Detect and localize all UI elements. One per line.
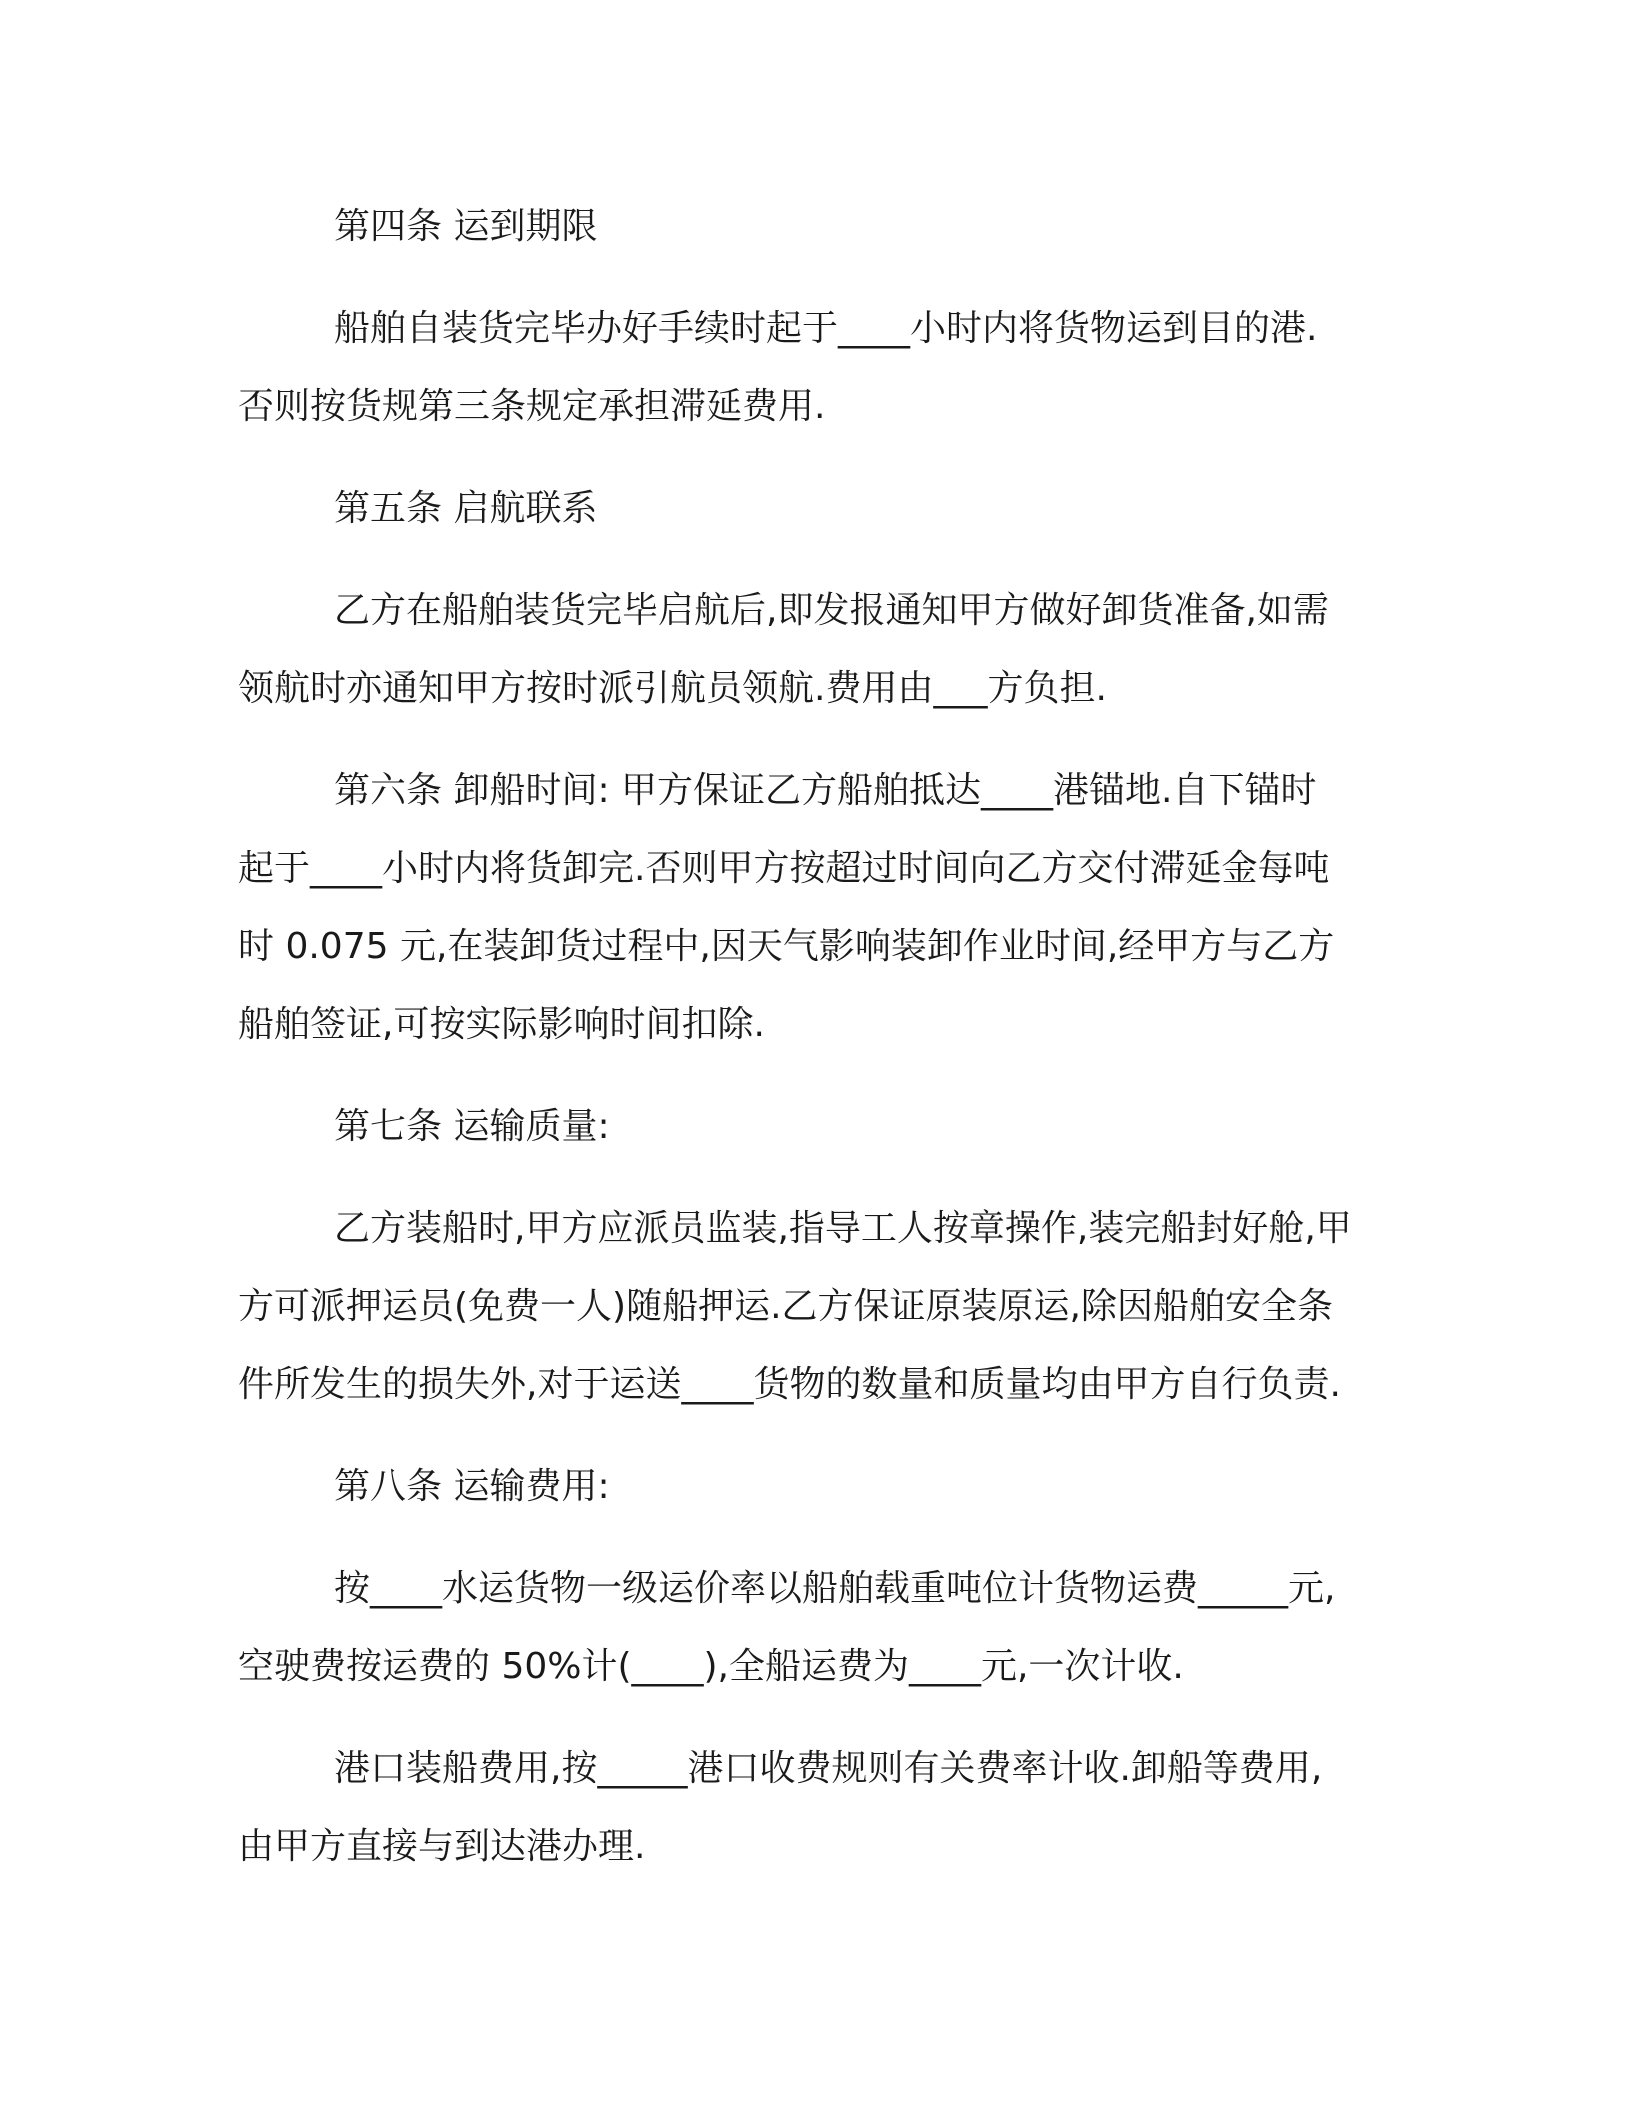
article-5-line-2: 领航时亦通知甲方按时派引航员领航.费用由___方负担. [238,668,1107,709]
article-6-line-1: 第六条 卸船时间: 甲方保证乙方船舶抵达____港锚地.自下锚时 [334,770,1317,811]
article-8-para-2-line-2: 由甲方直接与到达港办理. [238,1826,646,1867]
article-8-heading: 第八条 运输费用: [334,1466,610,1507]
article-5-heading: 第五条 启航联系 [334,488,598,529]
document-body [238,188,1398,1886]
article-4-line-1: 船舶自装货完毕办好手续时起于____小时内将货物运到目的港. [334,308,1318,349]
article-5-line-1: 乙方在船舶装货完毕启航后,即发报通知甲方做好卸货准备,如需 [334,590,1329,631]
article-6-line-2: 起于____小时内将货卸完.否则甲方按超过时间向乙方交付滞延金每吨 [238,848,1330,889]
article-8-para-2-line-1: 港口装船费用,按_____港口收费规则有关费率计收.卸船等费用, [334,1748,1323,1789]
article-7-line-2: 方可派押运员(免费一人)随船押运.乙方保证原装原运,除因船舶安全条 [238,1286,1333,1327]
article-7-heading: 第七条 运输质量: [334,1106,610,1147]
article-7-line-3: 件所发生的损失外,对于运送____货物的数量和质量均由甲方自行负责. [238,1364,1341,1405]
article-6-line-4: 船舶签证,可按实际影响时间扣除. [238,1004,765,1045]
article-7-line-1: 乙方装船时,甲方应派员监装,指导工人按章操作,装完船封好舱,甲 [334,1208,1352,1249]
article-8-para-1-line-2: 空驶费按运费的 50%计(____),全船运费为____元,一次计收. [238,1646,1184,1687]
article-6-line-3: 时 0.075 元,在装卸货过程中,因天气影响装卸作业时间,经甲方与乙方 [238,926,1335,967]
article-4-line-2: 否则按货规第三条规定承担滞延费用. [238,386,826,427]
article-8-para-1-line-1: 按____水运货物一级运价率以船舶载重吨位计货物运费_____元, [334,1568,1336,1609]
article-4-heading: 第四条 运到期限 [334,206,598,247]
